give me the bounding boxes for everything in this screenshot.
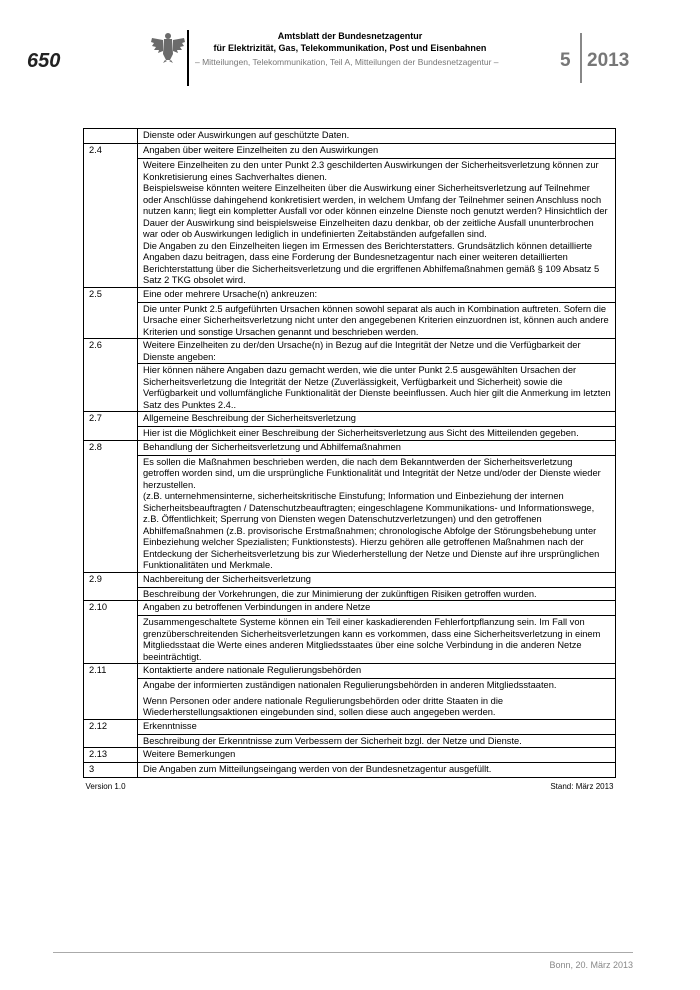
publisher-title: Amtsblatt der Bundesnetzagentur <box>277 31 423 41</box>
item-description <box>138 679 616 720</box>
description-paragraph: Weitere Einzelheiten zu den unter Punkt 2.3 geschilderten Auswirkungen der Sicherheitsverletzung können zur Konkretisierung eines Sachverhaltes dienen. Beispielsweise könnten weitere Einzelheiten über die Auswirkung einer Sicherheitsverletzung auf Teilnehmer oder Anschlüsse dahingehend konkretisiert werden, in welchem Umfang der Teilnehmer seinen Anschluss noch nutzen kann; liegt ein kompletter Ausfall vor oder können einzelne Dienste noch genutzt werden? Hinsichtlich der Dauer der Auswirkung sind beispielsweise Einzelheiten dazu denkbar, ob der zeitliche Ausfall ununterbrochen war oder ob Auswirkungen lediglich in undefinierten Zeitabständen aufgefallen sind. Die Angaben zu den Einzelheiten liegen im Ermessen des Berichterstatters. Grundsätzlich können detaillierte Angaben dazu beitragen, dass eine Forderung der Bundesnetzagentur nach einer weiteren detaillierten Berichterstattung über die Sicherheitsverletzung und die ergriffenen Abhilfemaßnahmen gemäß § 109 Absatz 5 Satz 2 TKG obsolet wird. <box>143 160 608 285</box>
table-row-body <box>84 587 616 601</box>
item-heading: Erkenntnisse <box>138 719 616 734</box>
item-description <box>138 302 616 339</box>
item-heading: Angaben zu betroffenen Verbindungen in andere Netze <box>138 601 616 616</box>
table-row <box>84 412 616 427</box>
table-row-body <box>84 455 616 572</box>
item-heading: Weitere Einzelheiten zu der/den Ursache(n) in Bezug auf die Integrität der Netze und die Verfügbarkeit der Dienste angeben: <box>138 339 616 364</box>
table-row <box>84 601 616 616</box>
item-heading: Dienste oder Auswirkungen auf geschützte Daten. <box>138 129 616 144</box>
table-row <box>84 129 616 144</box>
item-number: 2.9 <box>84 572 138 601</box>
item-number: 2.6 <box>84 339 138 412</box>
description-paragraph: Hier können nähere Angaben dazu gemacht werden, wie die unter Punkt 2.5 ausgewählten Ursachen der Sicherheitsverletzung die Integrität der Netze (Zuverlässigkeit, Verfügbarkeit und Sicherheit) sowie die Verfügbarkeit und vollumfängliche Funktionalität der Dienste beeinflussen. Auch hier gilt die Anmerkung im letzten Satz des Punktes 2.4.. <box>143 365 611 410</box>
issue-number: 5 <box>560 50 571 71</box>
item-description <box>138 734 616 748</box>
table-footer-row <box>84 778 616 793</box>
item-heading: Nachbereitung der Sicherheitsverletzung <box>138 572 616 587</box>
footer-divider <box>53 952 633 953</box>
description-paragraph: Zusammengeschaltete Systeme können ein Teil einer kaskadierenden Fehlerfortpflanzung sein. Im Fall von grenzüberschreitenden Sicherheitsverletzungen kann es vorkommen, dass eine Sicherheitsverletzung in einem Mitgliedsstaat die Werte eines anderen Mitgliedsstaates über eine solche Verbindung in die anderen Netze beeinträchtigt. <box>143 617 601 662</box>
table-row-body <box>84 616 616 664</box>
federal-eagle-icon <box>150 30 186 64</box>
section-line: – Mitteilungen, Telekommunikation, Teil A, Mitteilungen der Bundesnetzagentur – <box>195 57 499 67</box>
item-number: 2.4 <box>84 144 138 288</box>
item-heading: Eine oder mehrere Ursache(n) ankreuzen: <box>138 287 616 302</box>
item-number: 2.12 <box>84 719 138 748</box>
description-paragraph: Es sollen die Maßnahmen beschrieben werden, die nach dem Bekanntwerden der Sicherheitsverletzung getroffen worden sind, um die ursprüngliche Funktionalität und Integrität der Netze und/oder der Dienste wieder herzustellen. (z.B. unternehmensinterne, sicherheitskritische Einstufung; Information und Einbeziehung der internen Sicherheitsbeauftragten / Datenschutzbeauftragten; eingeschlagene Kommunikations- und Informationswege, z.B. Öffentlichkeit; Sperrung von Diensten wegen Datenschutzverletzungen) und den getroffenen Abhilfemaßnahmen (z.B. provisorische Erstmaßnahmen; chronologische Abfolge der Störungsbehebung unter Einbeziehung welcher Spezialisten; Funktionstests). Hierzu gehören alle getroffenen Maßnahmen nach der Entdeckung der Sicherheitsverletzung bis zur Wiederherstellung der Netze und Dienste auf ihre ursprünglichen Funktionalitäten und Merkmale. <box>143 456 601 570</box>
item-heading: Behandlung der Sicherheitsverletzung und Abhilfemaßnahmen <box>138 440 616 455</box>
description-paragraph: Wenn Personen oder andere nationale Regulierungsbehörden oder dritte Staaten in die Wiederherstellungsaktionen eingebunden sind, sollen diese auch angegeben werden. <box>143 695 504 717</box>
item-number: 2.11 <box>84 664 138 720</box>
item-description <box>138 616 616 664</box>
description-paragraph: Hier ist die Möglichkeit einer Beschreibung der Sicherheitsverletzung aus Sicht des Mitteilenden gegeben. <box>143 428 579 438</box>
publisher-subtitle: für Elektrizität, Gas, Telekommunikation, Post und Eisenbahnen <box>213 43 487 53</box>
table-row <box>84 719 616 734</box>
item-heading: Kontaktierte andere nationale Regulierungsbehörden <box>138 664 616 679</box>
table-row-body <box>84 679 616 720</box>
header-divider <box>187 30 189 86</box>
table-row-body <box>84 734 616 748</box>
item-number: 2.7 <box>84 412 138 441</box>
table-row-body <box>84 427 616 441</box>
item-heading: Die Angaben zum Mitteilungseingang werden von der Bundesnetzagentur ausgefüllt. <box>138 763 616 778</box>
item-heading: Weitere Bemerkungen <box>138 748 616 763</box>
item-description <box>138 587 616 601</box>
item-heading: Angaben über weitere Einzelheiten zu den Auswirkungen <box>138 144 616 159</box>
table-row <box>84 339 616 364</box>
item-description <box>138 159 616 288</box>
description-paragraph: Beschreibung der Vorkehrungen, die zur Minimierung der zukünftigen Risiken getroffen wurden. <box>143 588 537 599</box>
table-row <box>84 440 616 455</box>
table-row <box>84 664 616 679</box>
table-row <box>84 287 616 302</box>
description-paragraph: Beschreibung der Erkenntnisse zum Verbessern der Sicherheit bzgl. der Netze und Dienste. <box>143 735 522 746</box>
description-paragraph: Angabe der informierten zuständigen nationalen Regulierungsbehörden in anderen Mitgliedsstaaten. <box>143 680 557 690</box>
issue-year: 2013 <box>587 50 630 71</box>
item-number: 2.13 <box>84 748 138 763</box>
issue-divider <box>580 33 582 83</box>
table-row <box>84 763 616 778</box>
item-description <box>138 364 616 412</box>
notification-guidance-table <box>83 128 616 793</box>
table-row-body <box>84 302 616 339</box>
place-date: Bonn, 20. März 2013 <box>549 960 633 970</box>
item-description <box>138 455 616 572</box>
item-number: 3 <box>84 763 138 778</box>
description-paragraph: Die unter Punkt 2.5 aufgeführten Ursachen können sowohl separat als auch in Kombination auftreten. Sofern die Ursache einer Sicherheitsverletzung nicht unter den angegebenen Kriterien einzuordnen ist, können auch andere Kriterien und sonstige Ursachen genannt und beschrieben werden. <box>143 303 609 337</box>
item-description <box>138 427 616 441</box>
table-row <box>84 748 616 763</box>
page-number: 650 <box>27 50 61 72</box>
table-row <box>84 572 616 587</box>
item-number: 2.10 <box>84 601 138 664</box>
item-number: 2.8 <box>84 440 138 572</box>
item-number <box>84 129 138 144</box>
version-label: Version 1.0 <box>85 782 126 791</box>
item-heading: Allgemeine Beschreibung der Sicherheitsverletzung <box>138 412 616 427</box>
status-label: Stand: März 2013 <box>550 782 614 791</box>
table-row-body <box>84 159 616 288</box>
item-number: 2.5 <box>84 287 138 339</box>
table-row <box>84 144 616 159</box>
table-row-body <box>84 364 616 412</box>
